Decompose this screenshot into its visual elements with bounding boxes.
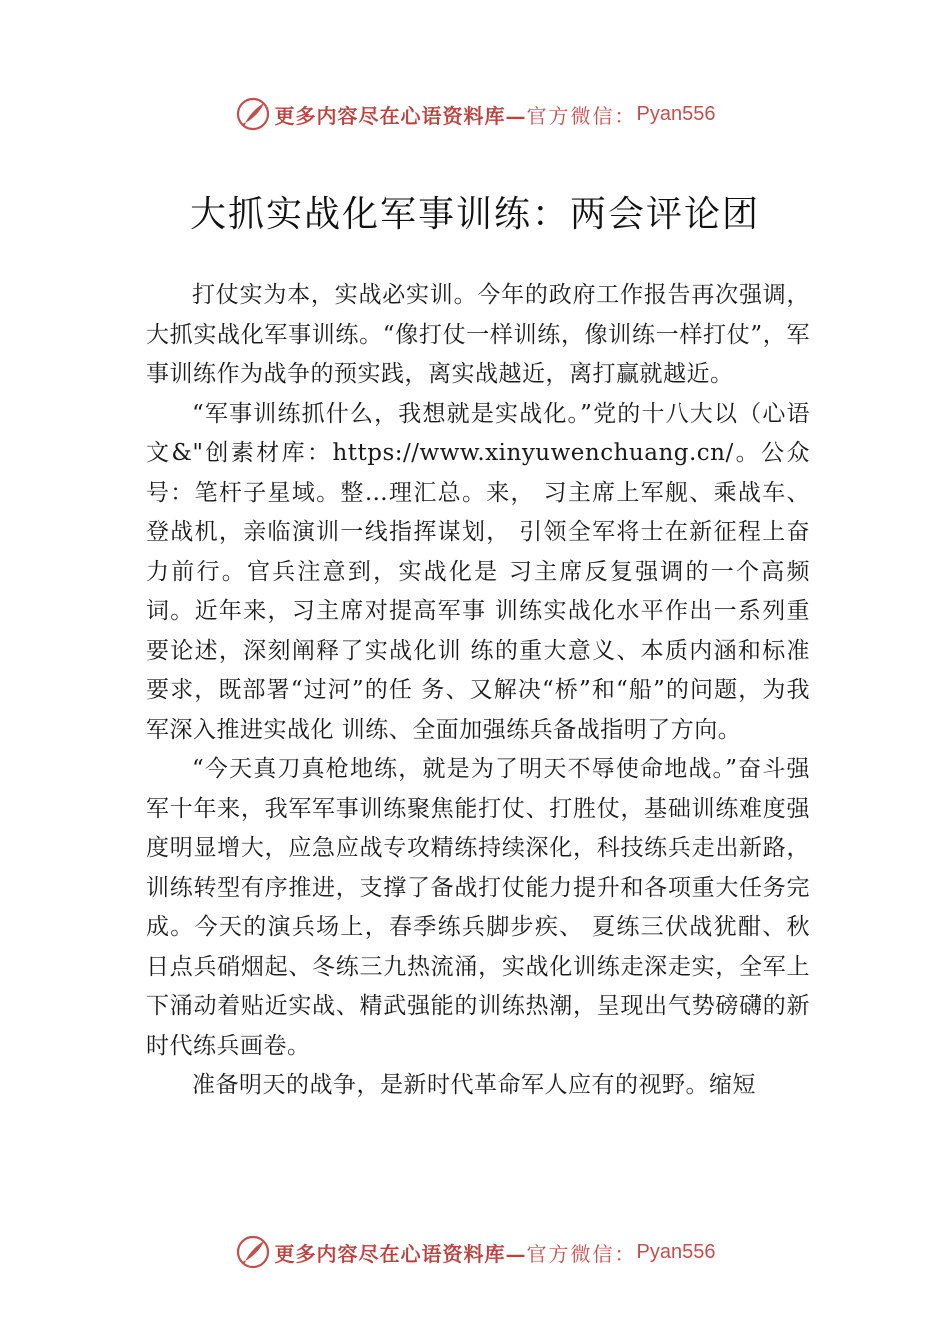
page-title: 大抓实战化军事训练：两会评论团 bbox=[189, 194, 760, 235]
banner-wechat-label: 官方微信： bbox=[526, 1241, 637, 1266]
paragraph: “军事训练抓什么，我想就是实战化。”党的十八大以（心语文&"创素材库：https://www.xinyuwenchuang.cn/。公众号：笔杆子星域。整…理汇总。来， 习主席上军舰、乘战车、登战机，亲临演训一线指挥谋划， 引领全军将士在新征程上奋力前行。官兵注意到，实战化是 习主席反复强调的一个高频词。近年来，习主席对提高军事 训练实战化水平作出一系列重要论述，深刻阐释了实战化训 练的重大意义、本质内涵和标准要求，既部署“过河”的任 务、又解决“桥”和“船”的问题，为我军深入推进实战化 训练、全面加强练兵备战指明了方向。 bbox=[146, 400, 810, 743]
paragraph: “今天真刀真枪地练，就是为了明天不辱使命地战。”奋斗强军十年来，我军军事训练聚焦能打仗、打胜仗，基础训练难度强度明显增大，应急应战专攻精练持续深化，科技练兵走出新路，训练转型有序推进，支撑了备战打仗能力提升和各项重大任务完成。今天的演兵场上，春季练兵脚步疾、 夏练三伏战犹酣、秋日点兵硝烟起、冬练三九热流涌，实战化训练走深走实，全军上下涌动着贴近实战、精武强能的训练热潮，呈现出气势磅礴的新时代练兵画卷。 bbox=[146, 756, 810, 1059]
paragraph: 准备明天的战争，是新时代革命军人应有的视野。缩短 bbox=[192, 1072, 756, 1098]
article-body bbox=[146, 276, 810, 1106]
banner-wechat-label: 官方微信： bbox=[526, 103, 637, 128]
quill-pen-icon bbox=[235, 96, 271, 132]
paragraph: 打仗实为本，实战必实训。今年的政府工作报告再次强调，大抓实战化军事训练。“像打仗一样训练，像训练一样打仗”，军事训练作为战争的预实践，离实战越近，离打赢就越近。 bbox=[146, 282, 810, 387]
banner-text: 更多内容尽在心语资料库— bbox=[274, 103, 527, 128]
header-banner bbox=[0, 94, 950, 134]
quill-pen-icon bbox=[235, 1234, 271, 1270]
banner-text: 更多内容尽在心语资料库— bbox=[274, 1241, 527, 1266]
banner-wechat-id: Pyan556 bbox=[636, 102, 716, 125]
footer-banner bbox=[0, 1232, 950, 1272]
banner-wechat-id: Pyan556 bbox=[636, 1240, 716, 1263]
